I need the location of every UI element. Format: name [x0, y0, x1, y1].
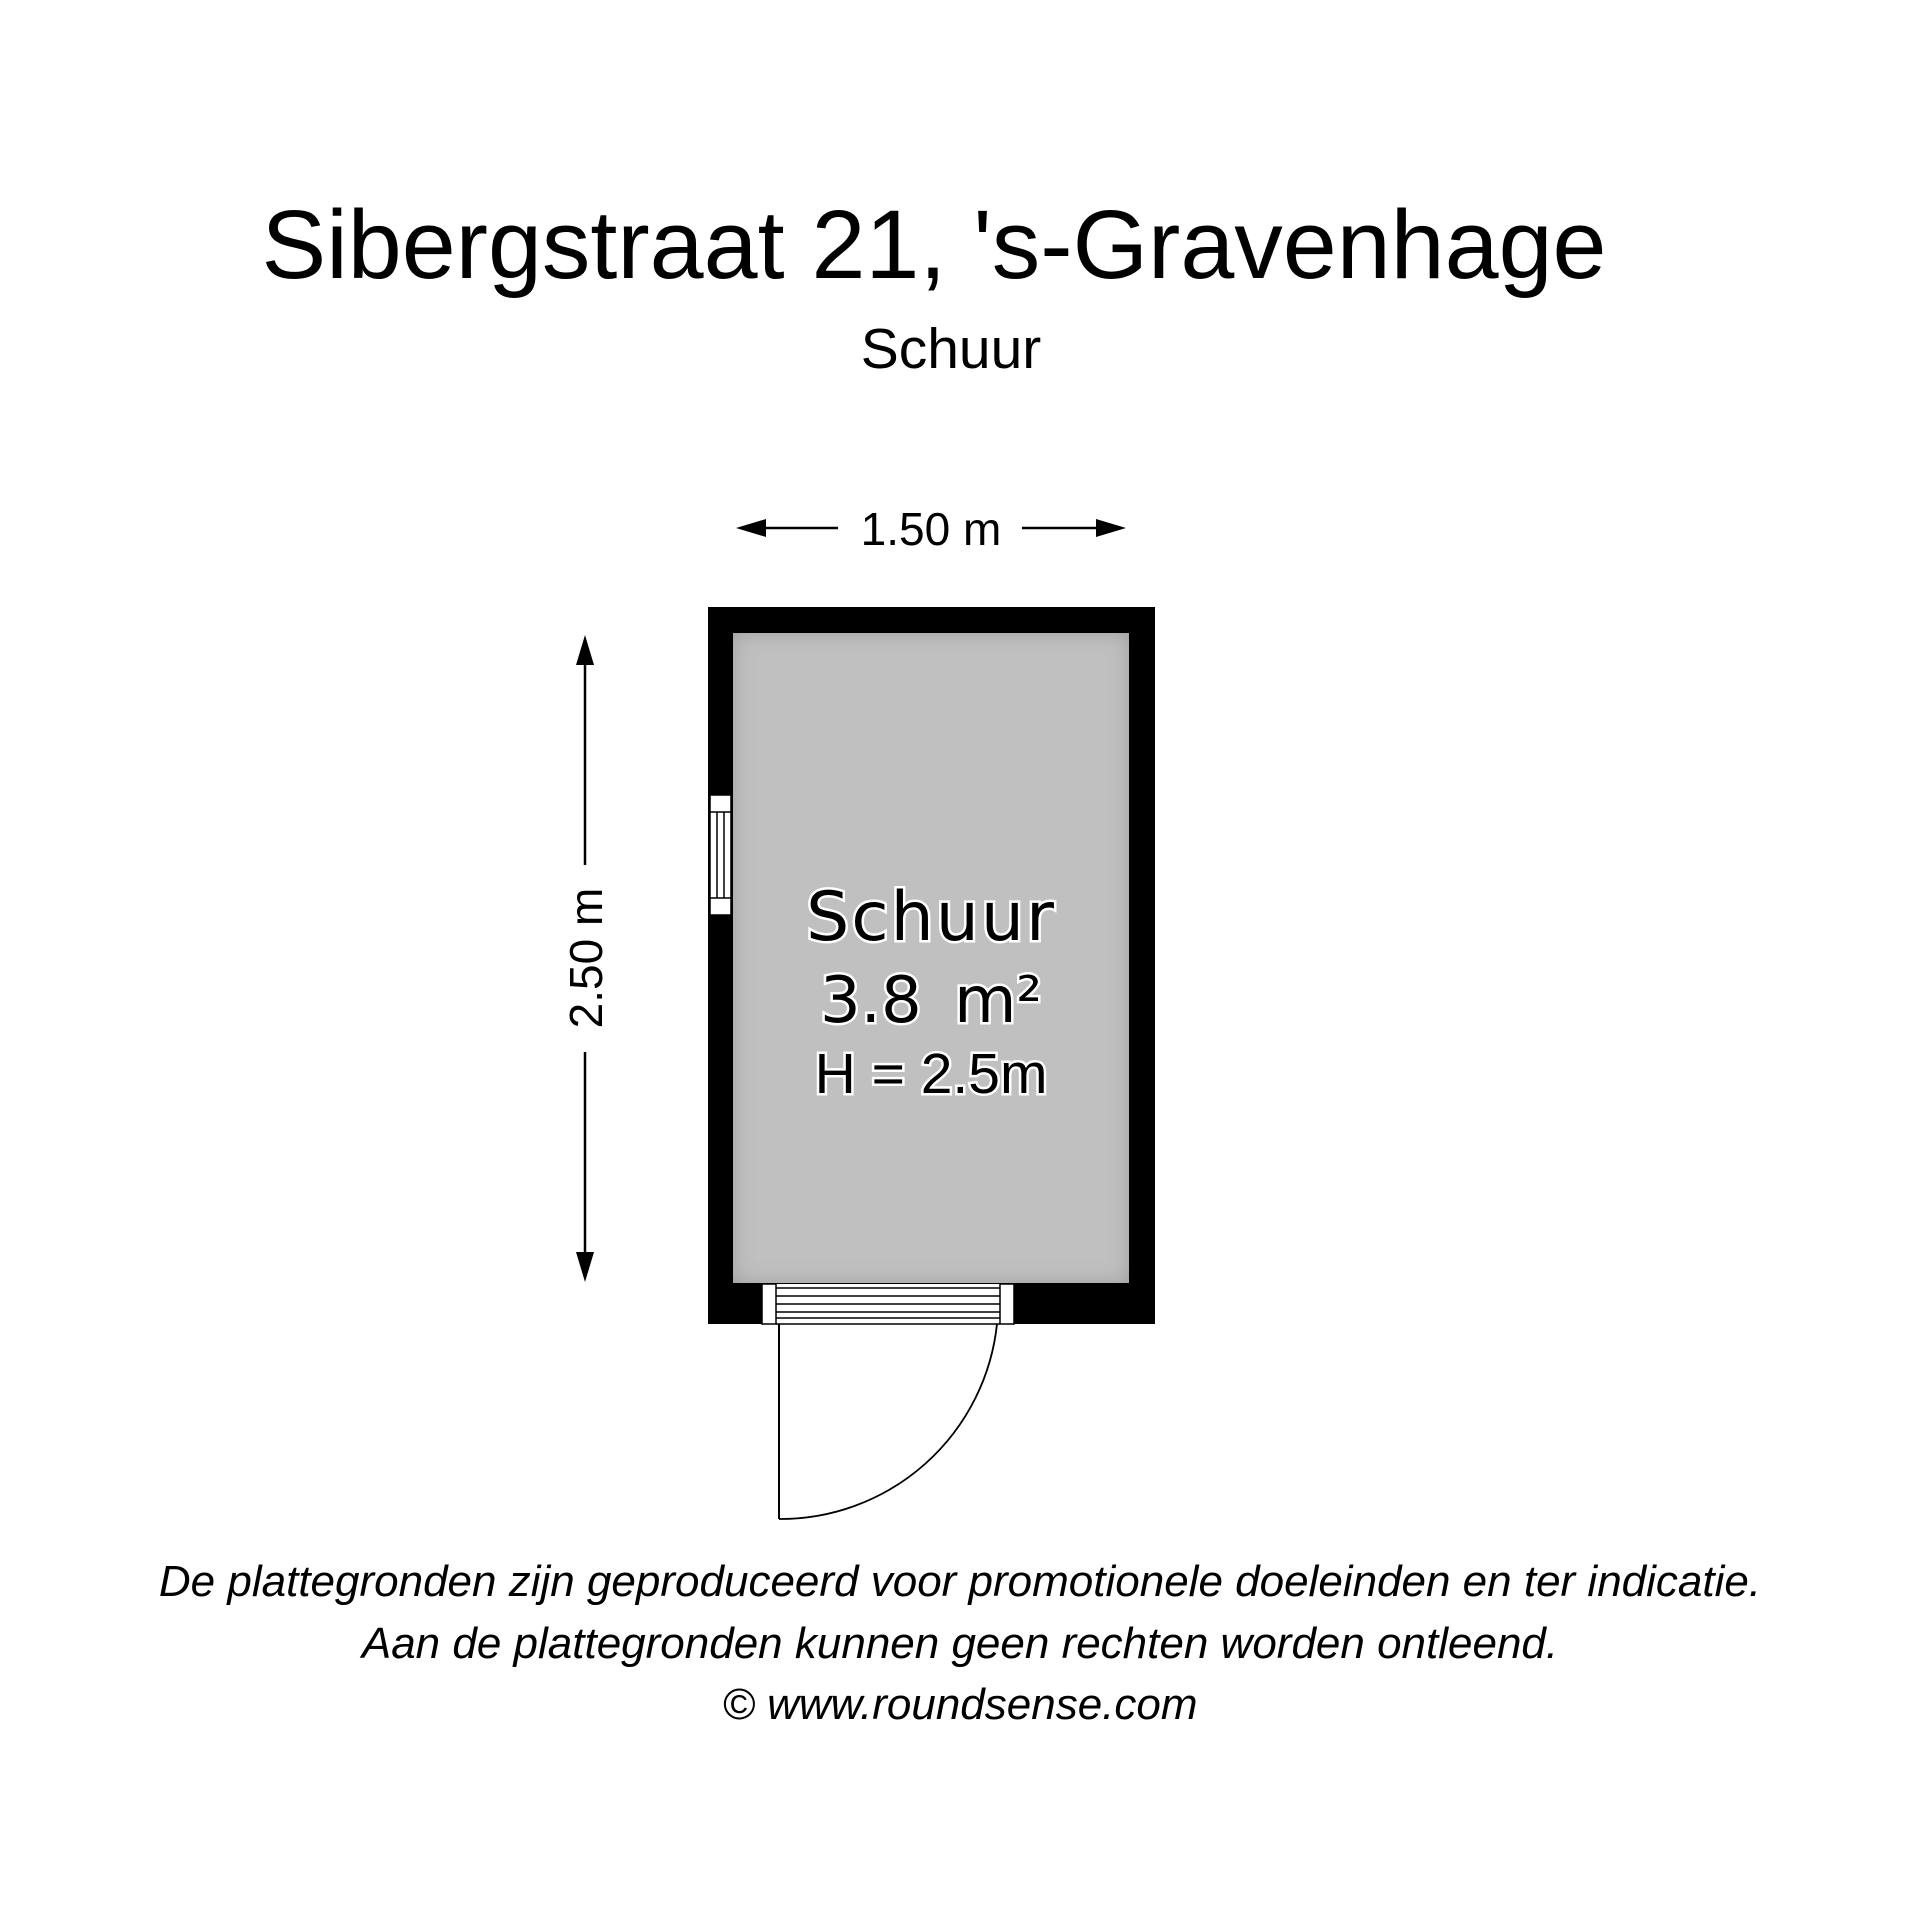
page-title: Sibergstraat 21, 's-Gravenhage [261, 190, 1607, 299]
room-name: Schuur [806, 878, 1056, 957]
door-swing-arc [779, 1324, 997, 1519]
width-dimension-label: 1.50 m [860, 503, 1002, 555]
window [710, 795, 731, 915]
disclaimer-line-1: De plattegronden zijn geproduceerd voor promotionele doeleinden en ter indicatie. [158, 1557, 1762, 1606]
page-subtitle: Schuur [860, 317, 1042, 381]
length-dimension-label: 2.50 m [560, 887, 612, 1029]
disclaimer-line-2: Aan de plattegronden kunnen geen rechten worden ontleend. [361, 1619, 1559, 1668]
room-height: H = 2.5m [814, 1042, 1048, 1106]
room-area: 3.8 m² [819, 964, 1043, 1038]
door [762, 1284, 1014, 1519]
copyright-line: © www.roundsense.com [722, 1680, 1198, 1729]
width-dimension [736, 503, 1126, 555]
length-dimension [560, 635, 612, 1282]
room-floor [733, 633, 1129, 1283]
